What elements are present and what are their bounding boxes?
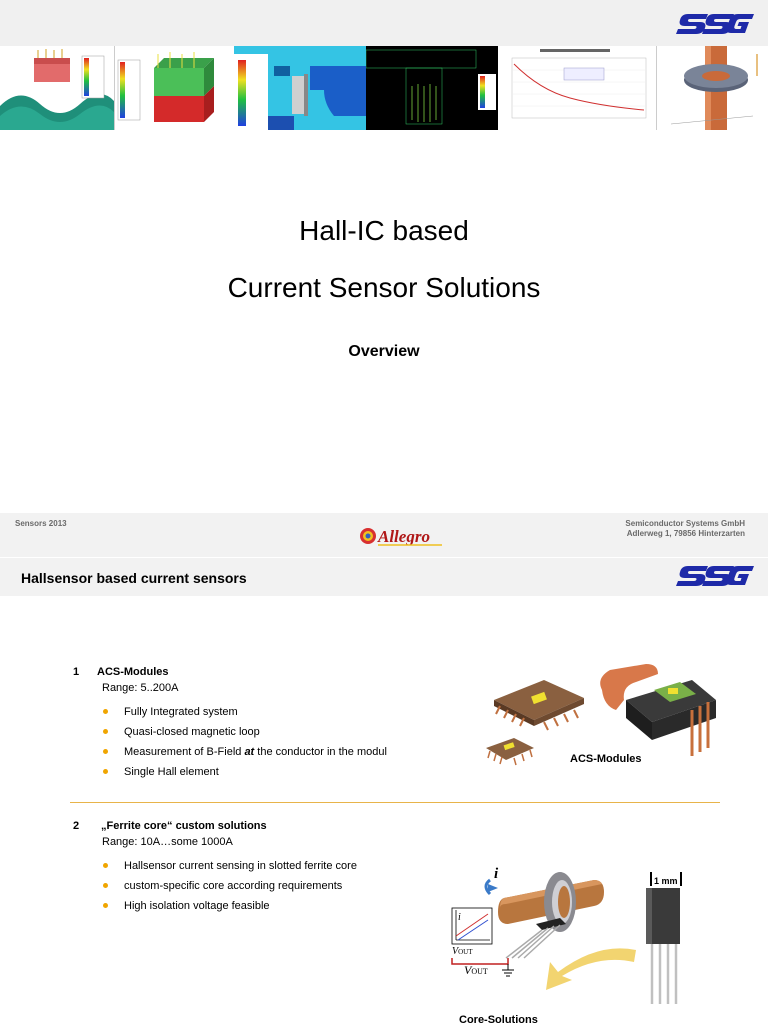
section-title: „Ferrite core“ custom solutions [101, 820, 267, 832]
bullet-text-tail: the conductor in the modul [254, 746, 387, 758]
bullet-text: Fully Integrated system [124, 706, 238, 718]
bullet-dot-icon [103, 883, 108, 888]
section-number: 1 [73, 666, 80, 678]
svg-text:Allegro: Allegro [378, 527, 430, 546]
thumbnail-toroid-conductor-3d [656, 46, 768, 130]
vout-label: VOUT [464, 963, 488, 977]
bullet-text: Hallsensor current sensing in slotted ferrite core [124, 860, 357, 872]
bullet-dot-icon [103, 769, 108, 774]
bullet-dot-icon [103, 749, 108, 754]
bullet-item [124, 879, 357, 899]
section-range: Range: 10A…some 1000A [102, 836, 233, 848]
bullet-item [124, 705, 387, 725]
thumbnail-fem-ferrite-core [234, 46, 366, 130]
footer-address: Adlerweg 1, 79856 Hinterzarten [626, 529, 745, 538]
slide-subtitle: Overview [348, 343, 420, 360]
bullet-item [124, 859, 357, 879]
slide-title-line-1: Hall-IC based [299, 215, 469, 246]
bullet-dot-icon [103, 729, 108, 734]
section-bullet-list [124, 859, 357, 919]
bullet-item [124, 725, 387, 745]
slide-title-line-2: Current Sensor Solutions [227, 272, 541, 303]
image-caption: Core-Solutions [459, 1014, 538, 1026]
bullet-dot-icon [103, 709, 108, 714]
footer-company-block [625, 519, 745, 539]
thumbnail-fem-cube-field [116, 46, 234, 130]
bullet-dot-icon [103, 903, 108, 908]
core-solutions-diagram [448, 862, 690, 1012]
ssg-logo [676, 12, 754, 43]
allegro-logo [358, 520, 446, 550]
bullet-text: Quasi-closed magnetic loop [124, 726, 260, 738]
ssg-logo-slide2 [676, 564, 754, 595]
bullet-text: Measurement of B-Field [124, 746, 245, 758]
plot-current-label: i [458, 912, 461, 923]
image-caption: ACS-Modules [570, 753, 642, 765]
thumbnail-line-plot [500, 46, 654, 130]
section-title: ACS-Modules [97, 666, 169, 678]
thumbnail-fem-simulation-conductor [0, 46, 115, 130]
footer-company: Semiconductor Systems GmbH [625, 519, 745, 528]
bullet-item [124, 745, 387, 765]
slide2-title: Hallsensor based current sensors [21, 570, 247, 586]
thumbnail-strip [0, 46, 768, 130]
bullet-dot-icon [103, 863, 108, 868]
bullet-text: custom-specific core according requirements [124, 880, 343, 892]
section-range: Range: 5..200A [102, 682, 179, 694]
bullet-emphasis: at [244, 746, 255, 758]
bullet-item [124, 899, 357, 919]
footer-event: Sensors 2013 [15, 519, 67, 528]
ssg-logo-mark [676, 564, 754, 590]
bullet-text: Single Hall element [124, 766, 219, 778]
bullet-item [124, 765, 387, 785]
thumbnail-fem-field-lines [366, 46, 498, 130]
section-bullet-list [124, 705, 387, 785]
section-divider [70, 802, 720, 803]
section-number: 2 [73, 820, 80, 832]
ssg-logo-mark [676, 12, 754, 38]
current-label: i [494, 866, 499, 882]
bullet-text: High isolation voltage feasible [124, 900, 270, 912]
plot-vout-label: VOUT [452, 946, 473, 957]
scale-label: 1 mm [654, 876, 678, 886]
top-banner [0, 0, 768, 46]
